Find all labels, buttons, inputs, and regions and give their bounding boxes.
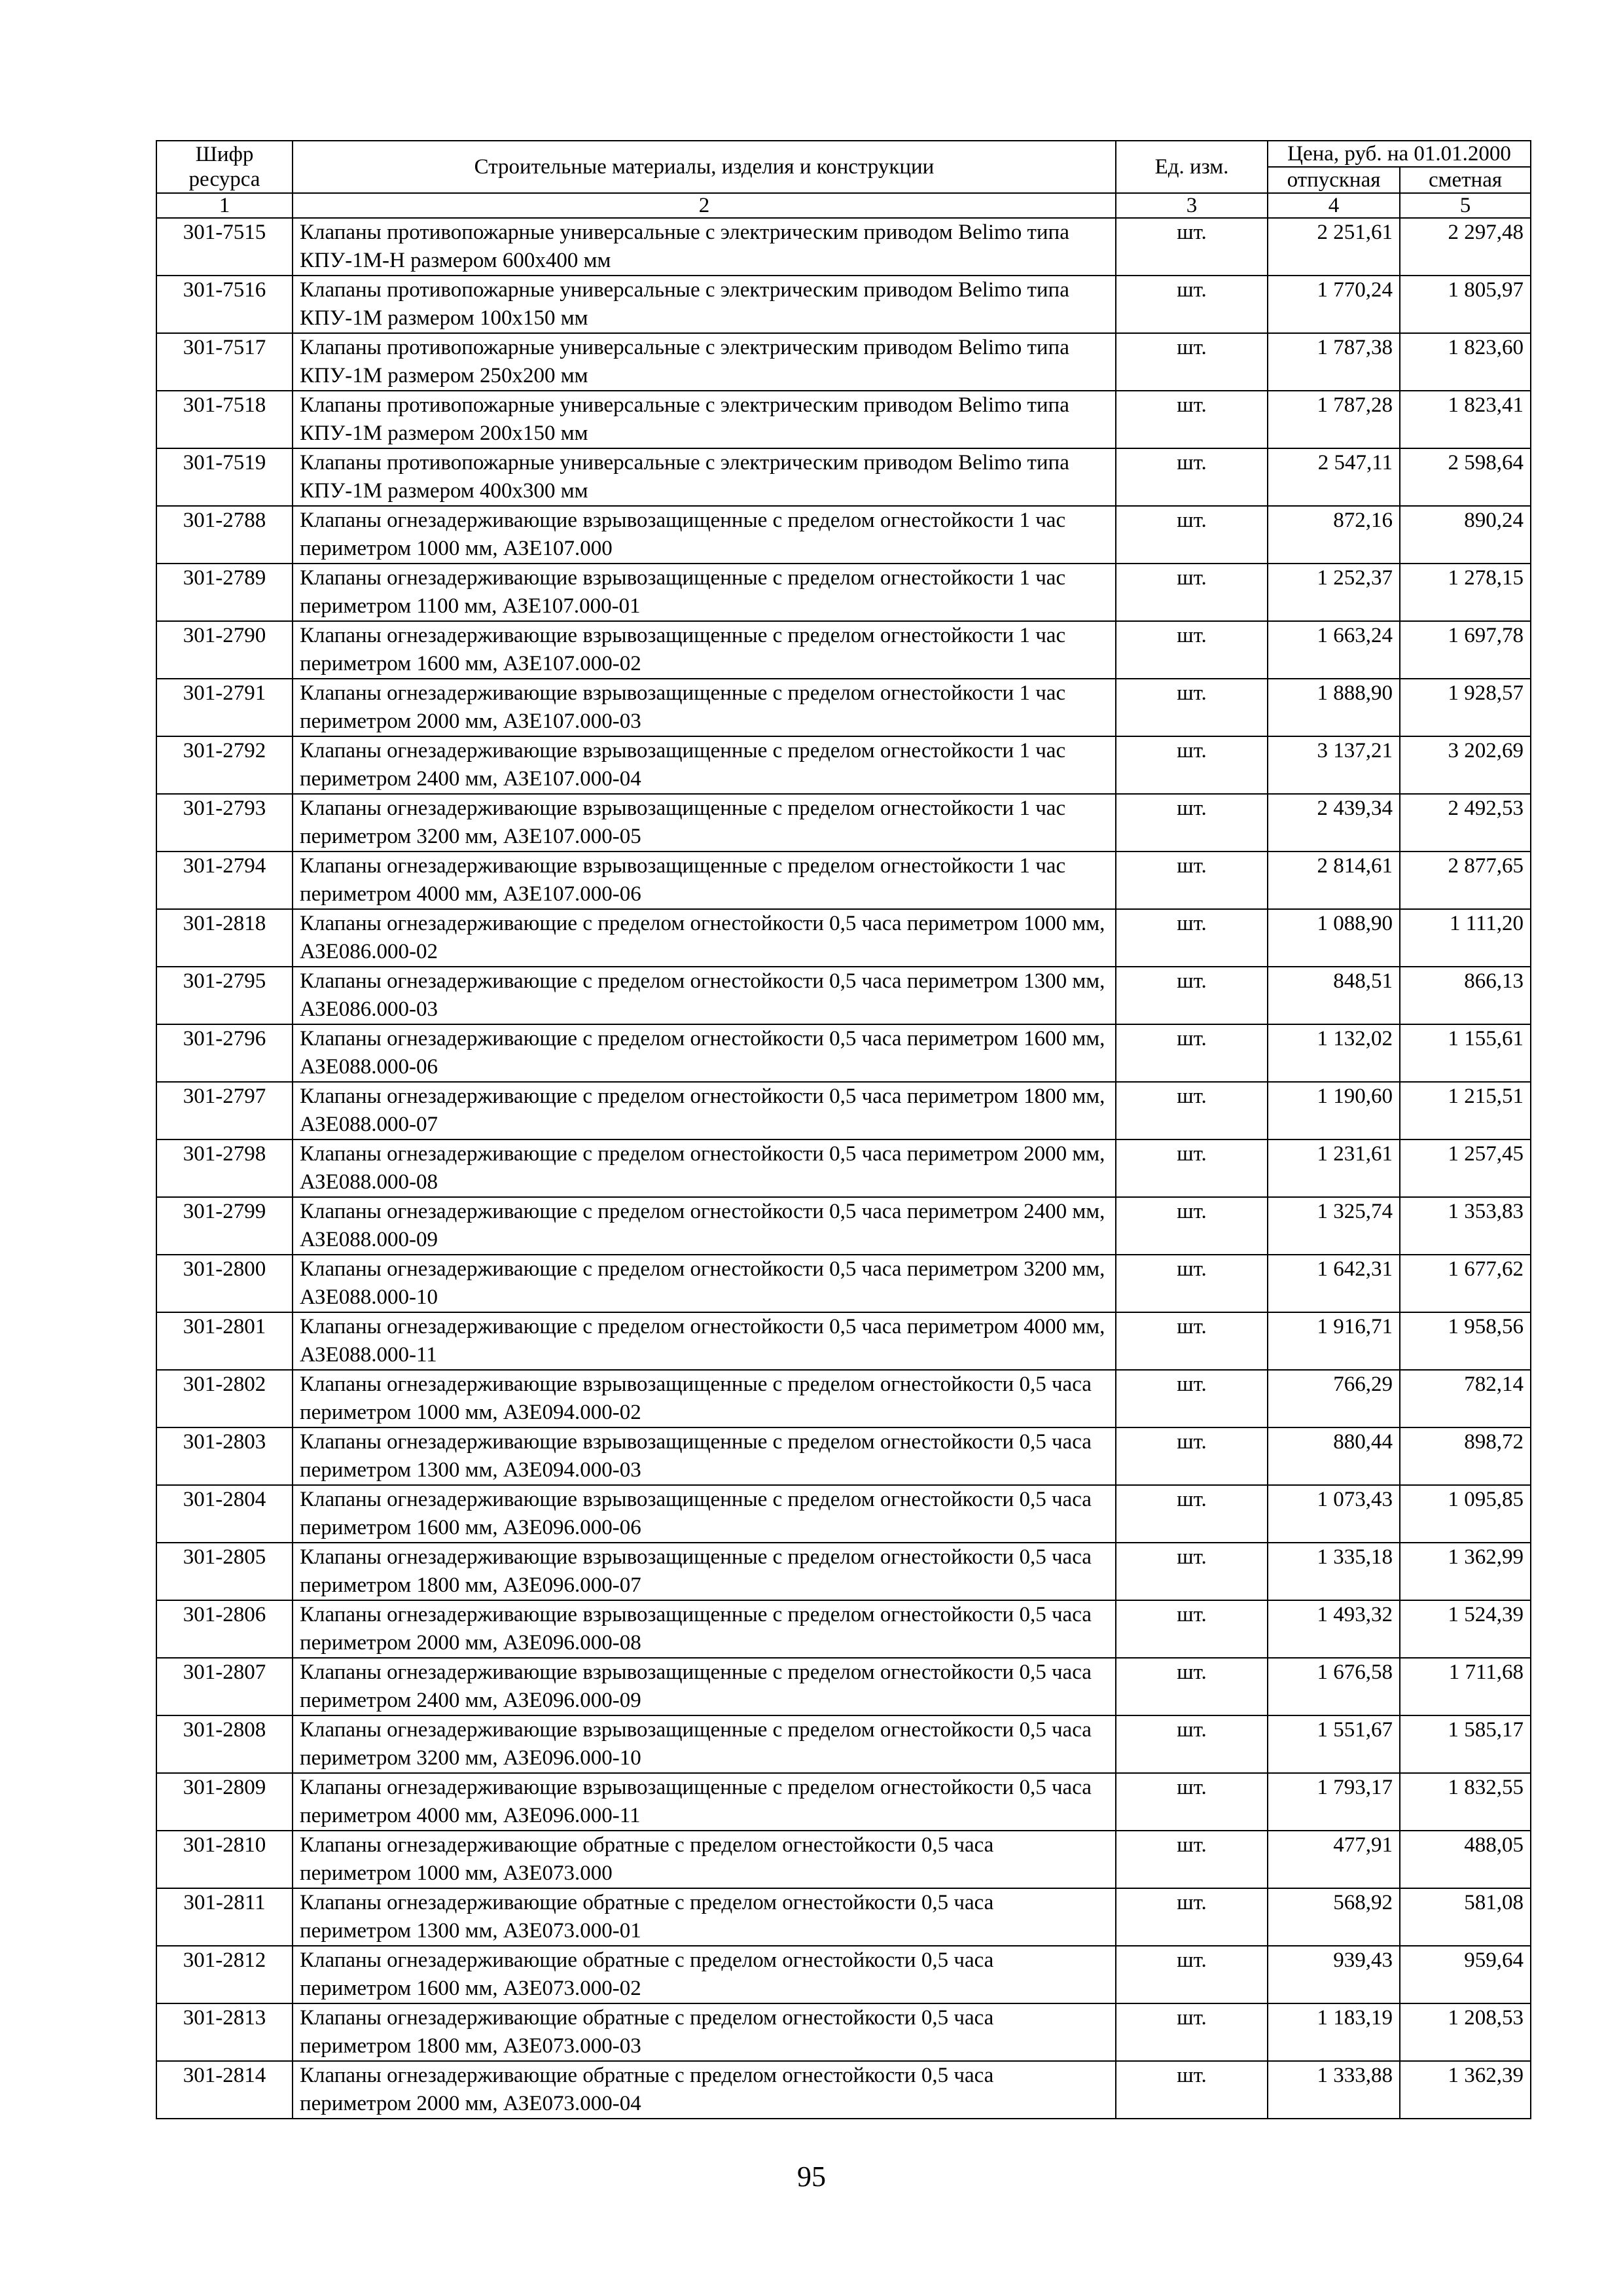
header-release-price: отпускная [1268,167,1400,193]
release-price: 1 252,37 [1268,564,1400,621]
resource-code: 301-2790 [156,621,293,679]
table-row [156,1024,1531,1082]
table-row [156,1543,1531,1600]
unit: шт. [1116,564,1268,621]
unit: шт. [1116,1427,1268,1485]
unit: шт. [1116,1600,1268,1658]
unit: шт. [1116,736,1268,794]
column-number-row [156,193,1531,218]
unit: шт. [1116,1197,1268,1255]
unit: шт. [1116,1370,1268,1427]
table-row [156,1312,1531,1370]
release-price: 477,91 [1268,1831,1400,1888]
table-row [156,564,1531,621]
unit: шт. [1116,218,1268,276]
estimate-price: 1 585,17 [1400,1715,1531,1773]
material-name: Клапаны противопожарные универсальные с электрическим приводом Belimo типа КПУ-1М размером 250х200 мм [293,333,1116,391]
release-price: 1 793,17 [1268,1773,1400,1831]
release-price: 2 547,11 [1268,448,1400,506]
unit: шт. [1116,448,1268,506]
resource-code: 301-2810 [156,1831,293,1888]
table-row [156,218,1531,276]
resource-code: 301-2818 [156,909,293,967]
estimate-price: 1 677,62 [1400,1255,1531,1312]
estimate-price: 581,08 [1400,1888,1531,1946]
release-price: 1 231,61 [1268,1139,1400,1197]
unit: шт. [1116,967,1268,1024]
estimate-price: 1 111,20 [1400,909,1531,967]
material-name: Клапаны огнезадерживающие взрывозащищенные с пределом огнестойкости 0,5 часа периметром 2400 мм, АЗЕ096.000-09 [293,1658,1116,1715]
column-number: 4 [1268,193,1400,218]
resource-code: 301-2803 [156,1427,293,1485]
release-price: 939,43 [1268,1946,1400,2003]
table-row [156,909,1531,967]
material-name: Клапаны огнезадерживающие с пределом огнестойкости 0,5 часа периметром 1000 мм, АЗЕ086.000-02 [293,909,1116,967]
release-price: 848,51 [1268,967,1400,1024]
estimate-price: 1 928,57 [1400,679,1531,736]
release-price: 880,44 [1268,1427,1400,1485]
release-price: 1 663,24 [1268,621,1400,679]
resource-code: 301-7517 [156,333,293,391]
unit: шт. [1116,1773,1268,1831]
release-price: 1 916,71 [1268,1312,1400,1370]
table-row [156,1773,1531,1831]
resource-code: 301-7516 [156,276,293,333]
release-price: 1 333,88 [1268,2061,1400,2119]
material-name: Клапаны огнезадерживающие взрывозащищенные с пределом огнестойкости 0,5 часа периметром 1600 мм, АЗЕ096.000-06 [293,1485,1116,1543]
estimate-price: 866,13 [1400,967,1531,1024]
estimate-price: 1 215,51 [1400,1082,1531,1139]
resource-code: 301-2804 [156,1485,293,1543]
resource-code: 301-2814 [156,2061,293,2119]
table-row [156,276,1531,333]
material-name: Клапаны огнезадерживающие с пределом огнестойкости 0,5 часа периметром 4000 мм, АЗЕ088.000-11 [293,1312,1116,1370]
unit: шт. [1116,1658,1268,1715]
resource-code: 301-2801 [156,1312,293,1370]
unit: шт. [1116,1082,1268,1139]
resource-code: 301-2794 [156,852,293,909]
material-name: Клапаны противопожарные универсальные с электрическим приводом Belimo типа КПУ-1М размером 200х150 мм [293,391,1116,448]
table-row [156,1197,1531,1255]
material-name: Клапаны огнезадерживающие взрывозащищенные с пределом огнестойкости 1 час периметром 1100 мм, АЗЕ107.000-01 [293,564,1116,621]
column-number: 1 [156,193,293,218]
header-price: Цена, руб. на 01.01.2000 [1268,141,1531,167]
estimate-price: 898,72 [1400,1427,1531,1485]
table-row [156,1082,1531,1139]
column-number: 2 [293,193,1116,218]
estimate-price: 1 958,56 [1400,1312,1531,1370]
estimate-price: 1 805,97 [1400,276,1531,333]
column-number: 3 [1116,193,1268,218]
table-row [156,1485,1531,1543]
estimate-price: 1 095,85 [1400,1485,1531,1543]
material-name: Клапаны противопожарные универсальные с электрическим приводом Belimo типа КПУ-1М размером 400х300 мм [293,448,1116,506]
material-name: Клапаны огнезадерживающие взрывозащищенные с пределом огнестойкости 1 час периметром 2400 мм, АЗЕ107.000-04 [293,736,1116,794]
resource-code: 301-2807 [156,1658,293,1715]
table-row [156,1255,1531,1312]
resource-code: 301-2808 [156,1715,293,1773]
material-name: Клапаны огнезадерживающие с пределом огнестойкости 0,5 часа периметром 1300 мм, АЗЕ086.000-03 [293,967,1116,1024]
table-row [156,333,1531,391]
estimate-price: 1 823,41 [1400,391,1531,448]
material-name: Клапаны огнезадерживающие взрывозащищенные с пределом огнестойкости 0,5 часа периметром 1000 мм, АЗЕ094.000-02 [293,1370,1116,1427]
resource-code: 301-2791 [156,679,293,736]
header-code: Шифр ресурса [156,141,293,193]
resource-code: 301-2805 [156,1543,293,1600]
table-row [156,621,1531,679]
unit: шт. [1116,909,1268,967]
estimate-price: 2 598,64 [1400,448,1531,506]
release-price: 1 888,90 [1268,679,1400,736]
unit: шт. [1116,1831,1268,1888]
material-name: Клапаны огнезадерживающие взрывозащищенные с пределом огнестойкости 1 час периметром 3200 мм, АЗЕ107.000-05 [293,794,1116,852]
release-price: 2 814,61 [1268,852,1400,909]
material-name: Клапаны огнезадерживающие обратные с пределом огнестойкости 0,5 часа периметром 1800 мм, АЗЕ073.000-03 [293,2003,1116,2061]
release-price: 1 770,24 [1268,276,1400,333]
table-row [156,736,1531,794]
release-price: 766,29 [1268,1370,1400,1427]
release-price: 1 088,90 [1268,909,1400,967]
unit: шт. [1116,1715,1268,1773]
table-row [156,506,1531,564]
material-name: Клапаны огнезадерживающие взрывозащищенные с пределом огнестойкости 0,5 часа периметром 1800 мм, АЗЕ096.000-07 [293,1543,1116,1600]
resource-code: 301-2812 [156,1946,293,2003]
material-name: Клапаны огнезадерживающие взрывозащищенные с пределом огнестойкости 1 час периметром 4000 мм, АЗЕ107.000-06 [293,852,1116,909]
unit: шт. [1116,391,1268,448]
unit: шт. [1116,1312,1268,1370]
material-name: Клапаны огнезадерживающие с пределом огнестойкости 0,5 часа периметром 3200 мм, АЗЕ088.000-10 [293,1255,1116,1312]
resource-code: 301-2795 [156,967,293,1024]
table-row [156,852,1531,909]
release-price: 872,16 [1268,506,1400,564]
unit: шт. [1116,794,1268,852]
table-row [156,1139,1531,1197]
table-row [156,391,1531,448]
unit: шт. [1116,1543,1268,1600]
unit: шт. [1116,2061,1268,2119]
release-price: 1 787,38 [1268,333,1400,391]
table-row [156,794,1531,852]
release-price: 1 493,32 [1268,1600,1400,1658]
resource-code: 301-7519 [156,448,293,506]
resource-code: 301-2799 [156,1197,293,1255]
material-name: Клапаны огнезадерживающие взрывозащищенные с пределом огнестойкости 1 час периметром 2000 мм, АЗЕ107.000-03 [293,679,1116,736]
material-name: Клапаны противопожарные универсальные с электрическим приводом Belimo типа КПУ-1М размером 100х150 мм [293,276,1116,333]
estimate-price: 1 155,61 [1400,1024,1531,1082]
unit: шт. [1116,1946,1268,2003]
release-price: 1 642,31 [1268,1255,1400,1312]
release-price: 1 551,67 [1268,1715,1400,1773]
resource-code: 301-2792 [156,736,293,794]
material-name: Клапаны огнезадерживающие взрывозащищенные с пределом огнестойкости 0,5 часа периметром 2000 мм, АЗЕ096.000-08 [293,1600,1116,1658]
material-name: Клапаны огнезадерживающие обратные с пределом огнестойкости 0,5 часа периметром 2000 мм, АЗЕ073.000-04 [293,2061,1116,2119]
table-row [156,2003,1531,2061]
estimate-price: 3 202,69 [1400,736,1531,794]
table-row [156,1888,1531,1946]
resource-code: 301-2793 [156,794,293,852]
estimate-price: 1 362,39 [1400,2061,1531,2119]
material-name: Клапаны противопожарные универсальные с электрическим приводом Belimo типа КПУ-1М-Н размером 600х400 мм [293,218,1116,276]
release-price: 1 183,19 [1268,2003,1400,2061]
page-number: 95 [797,2161,826,2193]
release-price: 2 439,34 [1268,794,1400,852]
release-price: 1 132,02 [1268,1024,1400,1082]
table-row [156,1831,1531,1888]
unit: шт. [1116,1139,1268,1197]
resource-code: 301-2796 [156,1024,293,1082]
resource-code: 301-2798 [156,1139,293,1197]
resource-code: 301-7515 [156,218,293,276]
estimate-price: 890,24 [1400,506,1531,564]
resource-code: 301-2789 [156,564,293,621]
table-row [156,1715,1531,1773]
material-name: Клапаны огнезадерживающие обратные с пределом огнестойкости 0,5 часа периметром 1300 мм, АЗЕ073.000-01 [293,1888,1116,1946]
header-unit: Ед. изм. [1116,141,1268,193]
material-name: Клапаны огнезадерживающие взрывозащищенные с пределом огнестойкости 0,5 часа периметром 1300 мм, АЗЕ094.000-03 [293,1427,1116,1485]
table-row [156,1427,1531,1485]
release-price: 1 190,60 [1268,1082,1400,1139]
material-name: Клапаны огнезадерживающие с пределом огнестойкости 0,5 часа периметром 1800 мм, АЗЕ088.000-07 [293,1082,1116,1139]
estimate-price: 959,64 [1400,1946,1531,2003]
table-row [156,448,1531,506]
material-name: Клапаны огнезадерживающие взрывозащищенные с пределом огнестойкости 1 час периметром 1600 мм, АЗЕ107.000-02 [293,621,1116,679]
estimate-price: 1 832,55 [1400,1773,1531,1831]
material-name: Клапаны огнезадерживающие с пределом огнестойкости 0,5 часа периметром 2400 мм, АЗЕ088.000-09 [293,1197,1116,1255]
estimate-price: 2 297,48 [1400,218,1531,276]
material-name: Клапаны огнезадерживающие обратные с пределом огнестойкости 0,5 часа периметром 1600 мм, АЗЕ073.000-02 [293,1946,1116,2003]
price-table [156,140,1531,2119]
unit: шт. [1116,679,1268,736]
release-price: 568,92 [1268,1888,1400,1946]
resource-code: 301-2788 [156,506,293,564]
estimate-price: 1 362,99 [1400,1543,1531,1600]
release-price: 1 676,58 [1268,1658,1400,1715]
resource-code: 301-2809 [156,1773,293,1831]
material-name: Клапаны огнезадерживающие взрывозащищенные с пределом огнестойкости 0,5 часа периметром 4000 мм, АЗЕ096.000-11 [293,1773,1116,1831]
material-name: Клапаны огнезадерживающие с пределом огнестойкости 0,5 часа периметром 1600 мм, АЗЕ088.000-06 [293,1024,1116,1082]
table-row [156,1370,1531,1427]
resource-code: 301-2813 [156,2003,293,2061]
table-row [156,1658,1531,1715]
estimate-price: 1 823,60 [1400,333,1531,391]
estimate-price: 2 877,65 [1400,852,1531,909]
column-number: 5 [1400,193,1531,218]
material-name: Клапаны огнезадерживающие взрывозащищенные с пределом огнестойкости 1 час периметром 1000 мм, АЗЕ107.000 [293,506,1116,564]
resource-code: 301-2800 [156,1255,293,1312]
material-name: Клапаны огнезадерживающие взрывозащищенные с пределом огнестойкости 0,5 часа периметром 3200 мм, АЗЕ096.000-10 [293,1715,1116,1773]
unit: шт. [1116,852,1268,909]
estimate-price: 782,14 [1400,1370,1531,1427]
unit: шт. [1116,1024,1268,1082]
release-price: 3 137,21 [1268,736,1400,794]
table-header [156,141,1531,218]
unit: шт. [1116,1255,1268,1312]
unit: шт. [1116,276,1268,333]
unit: шт. [1116,1485,1268,1543]
header-estimate-price: сметная [1400,167,1531,193]
release-price: 1 335,18 [1268,1543,1400,1600]
estimate-price: 1 278,15 [1400,564,1531,621]
material-name: Клапаны огнезадерживающие обратные с пределом огнестойкости 0,5 часа периметром 1000 мм, АЗЕ073.000 [293,1831,1116,1888]
table-body [156,218,1531,2119]
unit: шт. [1116,1888,1268,1946]
estimate-price: 1 257,45 [1400,1139,1531,1197]
estimate-price: 1 711,68 [1400,1658,1531,1715]
table-row [156,2061,1531,2119]
table-row [156,1600,1531,1658]
resource-code: 301-7518 [156,391,293,448]
table-row [156,967,1531,1024]
release-price: 2 251,61 [1268,218,1400,276]
table-row [156,1946,1531,2003]
estimate-price: 2 492,53 [1400,794,1531,852]
unit: шт. [1116,2003,1268,2061]
resource-code: 301-2802 [156,1370,293,1427]
table-row [156,679,1531,736]
unit: шт. [1116,333,1268,391]
release-price: 1 073,43 [1268,1485,1400,1543]
estimate-price: 1 208,53 [1400,2003,1531,2061]
resource-code: 301-2797 [156,1082,293,1139]
unit: шт. [1116,506,1268,564]
material-name: Клапаны огнезадерживающие с пределом огнестойкости 0,5 часа периметром 2000 мм, АЗЕ088.000-08 [293,1139,1116,1197]
release-price: 1 325,74 [1268,1197,1400,1255]
estimate-price: 488,05 [1400,1831,1531,1888]
estimate-price: 1 697,78 [1400,621,1531,679]
resource-code: 301-2811 [156,1888,293,1946]
release-price: 1 787,28 [1268,391,1400,448]
unit: шт. [1116,621,1268,679]
resource-code: 301-2806 [156,1600,293,1658]
estimate-price: 1 353,83 [1400,1197,1531,1255]
header-name: Строительные материалы, изделия и конструкции [293,141,1116,193]
estimate-price: 1 524,39 [1400,1600,1531,1658]
